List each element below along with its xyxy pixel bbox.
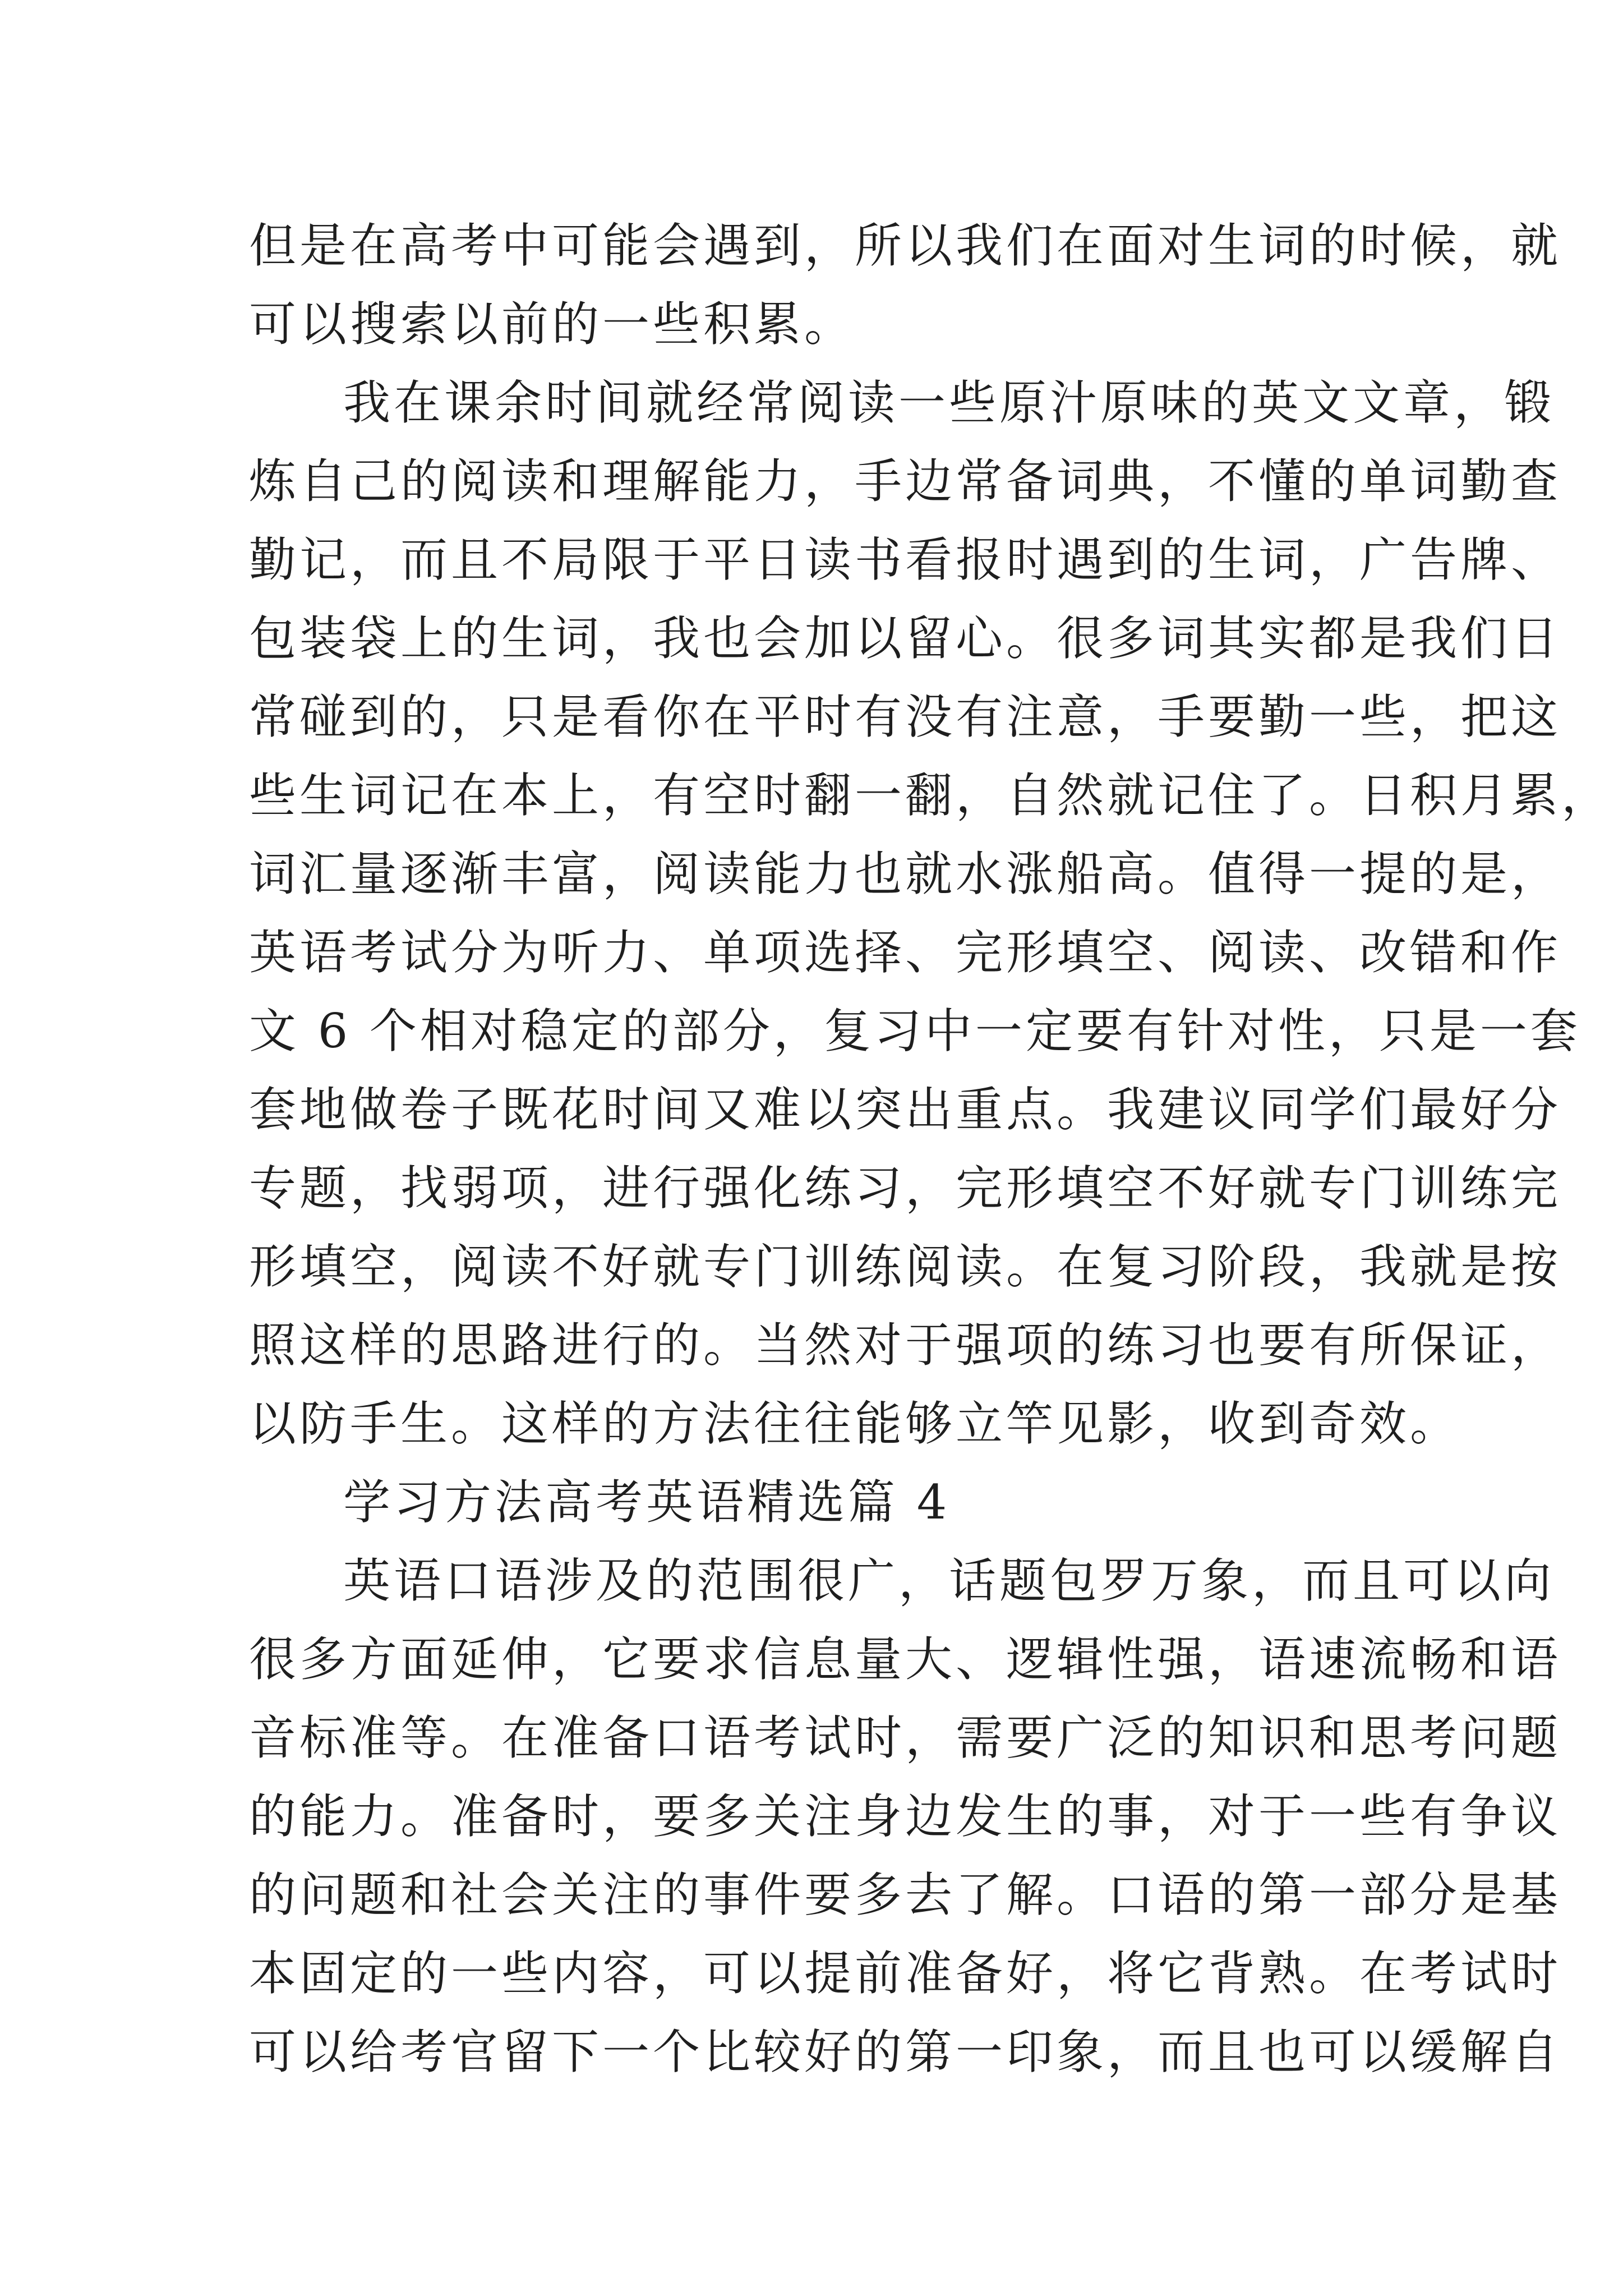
text-line: 的能力。准备时，要多关注身边发生的事，对于一些有争议 [249,1789,1562,1844]
paragraph-first-line: 英语口语涉及的范围很广，话题包罗万象，而且可以向 [343,1553,1555,1608]
text-line: 可以搜索以前的一些积累。 [249,297,855,352]
text-line: 炼自己的阅读和理解能力，手边常备词典，不懂的单词勤查 [249,454,1562,509]
text-line: 词汇量逐渐丰富，阅读能力也就水涨船高。值得一提的是， [249,846,1562,901]
text-line: 的问题和社会关注的事件要多去了解。口语的第一部分是基 [249,1867,1562,1922]
text-line: 但是在高考中可能会遇到，所以我们在面对生词的时候，就 [249,218,1562,273]
section-heading: 学习方法高考英语精选篇 4 [343,1475,951,1530]
text-line: 以防手生。这样的方法往往能够立竿见影，收到奇效。 [249,1396,1461,1451]
text-line: 本固定的一些内容，可以提前准备好，将它背熟。在考试时 [249,1946,1562,2001]
text-line: 音标准等。在准备口语考试时，需要广泛的知识和思考问题 [249,1710,1562,1765]
paragraph-first-line: 我在课余时间就经常阅读一些原汁原味的英文文章，锻 [343,375,1555,430]
text-line: 些生词记在本上，有空时翻一翻，自然就记住了。日积月累， [249,768,1612,823]
text-line: 专题，找弱项，进行强化练习，完形填空不好就专门训练完 [249,1161,1562,1216]
text-line: 可以给考官留下一个比较好的第一印象，而且也可以缓解自 [249,2024,1562,2079]
text-line: 很多方面延伸，它要求信息量大、逻辑性强，语速流畅和语 [249,1632,1562,1687]
text-line: 常碰到的，只是看你在平时有没有注意，手要勤一些，把这 [249,689,1562,744]
text-line: 形填空，阅读不好就专门训练阅读。在复习阶段，我就是按 [249,1239,1562,1294]
text-line: 文 6 个相对稳定的部分，复习中一定要有针对性，只是一套 [249,1004,1581,1059]
text-line: 包装袋上的生词，我也会加以留心。很多词其实都是我们日 [249,611,1562,666]
text-line: 套地做卷子既花时间又难以突出重点。我建议同学们最好分 [249,1082,1562,1137]
text-line: 照这样的思路进行的。当然对于强项的练习也要有所保证， [249,1318,1562,1373]
text-line: 勤记，而且不局限于平日读书看报时遇到的生词，广告牌、 [249,532,1562,587]
text-line: 英语考试分为听力、单项选择、完形填空、阅读、改错和作 [249,925,1562,980]
